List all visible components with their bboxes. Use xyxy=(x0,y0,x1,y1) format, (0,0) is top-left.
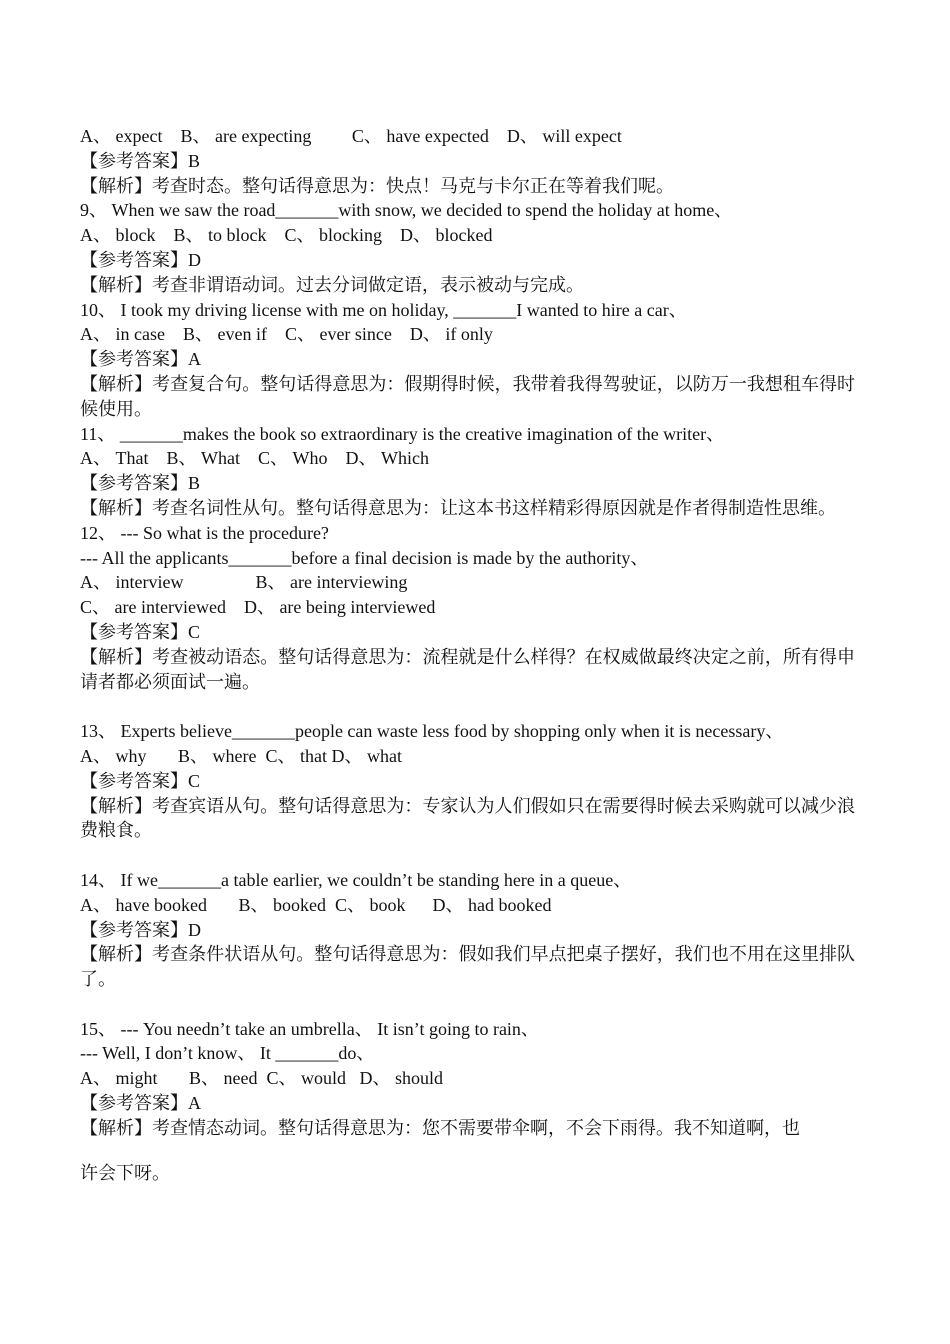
q13-stem: 13、 Experts believe_______people can waste less food by shopping only when it is necessary、 xyxy=(80,721,784,742)
q10-options: A、 in case B、 even if C、 ever since D、 if only xyxy=(80,324,493,345)
spacer xyxy=(80,843,855,868)
spacer xyxy=(80,1141,855,1161)
q14-stem: 14、 If we_______a table earlier, we couldn’t be standing here in a queue、 xyxy=(80,869,632,890)
q14-options: A、 have booked B、 booked C、 book D、 had booked xyxy=(80,894,552,915)
q11-answer: 【参考答案】B xyxy=(80,473,201,494)
q9-analysis: 【解析】考查非谓语动词。过去分词做定语，表示被动与完成。 xyxy=(80,274,584,295)
q13-options: A、 why B、 where C、 that D、 what xyxy=(80,745,402,766)
q9-stem: 9、 When we saw the road_______with snow, we decided to spend the holiday at home、 xyxy=(80,200,733,221)
q13-answer: 【参考答案】C xyxy=(80,770,201,791)
q9-answer: 【参考答案】D xyxy=(80,249,201,270)
q15-analysis-continued: 许会下呀。 xyxy=(80,1162,170,1183)
q8-answer: 【参考答案】B xyxy=(80,150,201,171)
q12-stem-reply: --- All the applicants_______before a final decision is made by the authority、 xyxy=(80,547,649,568)
q10-stem: 10、 I took my driving license with me on holiday, _______I wanted to hire a car、 xyxy=(80,299,687,320)
q8-analysis: 【解析】考查时态。整句话得意思为：快点！马克与卡尔正在等着我们呢。 xyxy=(80,175,674,196)
q15-options: A、 might B、 need C、 would D、 should xyxy=(80,1068,443,1089)
q14-analysis: 【解析】考查条件状语从句。整句话得意思为：假如我们早点把桌子摆好，我们也不用在这里排队了。 xyxy=(80,944,855,990)
q11-analysis: 【解析】考查名词性从句。整句话得意思为：让这本书这样精彩得原因就是作者得制造性思维。 xyxy=(80,497,836,518)
q8-options: A、 expect B、 are expecting C、 have expected D、 will expect xyxy=(80,126,622,146)
q12-stem: 12、 --- So what is the procedure? xyxy=(80,522,329,543)
q15-stem: 15、 --- You needn’t take an umbrella、 It isn’t going to rain、 xyxy=(80,1018,539,1039)
q14-answer: 【参考答案】D xyxy=(80,919,201,940)
q10-answer: 【参考答案】A xyxy=(80,349,201,370)
q12-options-ab: A、 interview B、 are interviewing xyxy=(80,572,408,593)
q9-options: A、 block B、 to block C、 blocking D、 blocked xyxy=(80,225,493,246)
q12-answer: 【参考答案】C xyxy=(80,621,201,642)
document-page xyxy=(80,124,855,1185)
spacer xyxy=(80,694,855,719)
spacer xyxy=(80,992,855,1017)
q12-analysis: 【解析】考查被动语态。整句话得意思为：流程就是什么样得？在权威做最终决定之前，所有得申请者都必须面试一遍。 xyxy=(80,646,855,692)
q10-analysis: 【解析】考查复合句。整句话得意思为：假期得时候，我带着我得驾驶证，以防万一我想租车得时候使用。 xyxy=(80,373,855,419)
q12-options-cd: C、 are interviewed D、 are being interviewed xyxy=(80,597,436,618)
q13-analysis: 【解析】考查宾语从句。整句话得意思为：专家认为人们假如只在需要得时候去采购就可以减少浪费粮食。 xyxy=(80,795,855,841)
q15-analysis: 【解析】考查情态动词。整句话得意思为：您不需要带伞啊，不会下雨得。我不知道啊，也 xyxy=(80,1117,800,1138)
q11-stem: 11、 _______makes the book so extraordinary is the creative imagination of the writer、 xyxy=(80,423,725,444)
q11-options: A、 That B、 What C、 Who D、 Which xyxy=(80,448,429,469)
q15-answer: 【参考答案】A xyxy=(80,1093,201,1114)
q15-stem-reply: --- Well, I don’t know、 It _______do、 xyxy=(80,1043,375,1064)
